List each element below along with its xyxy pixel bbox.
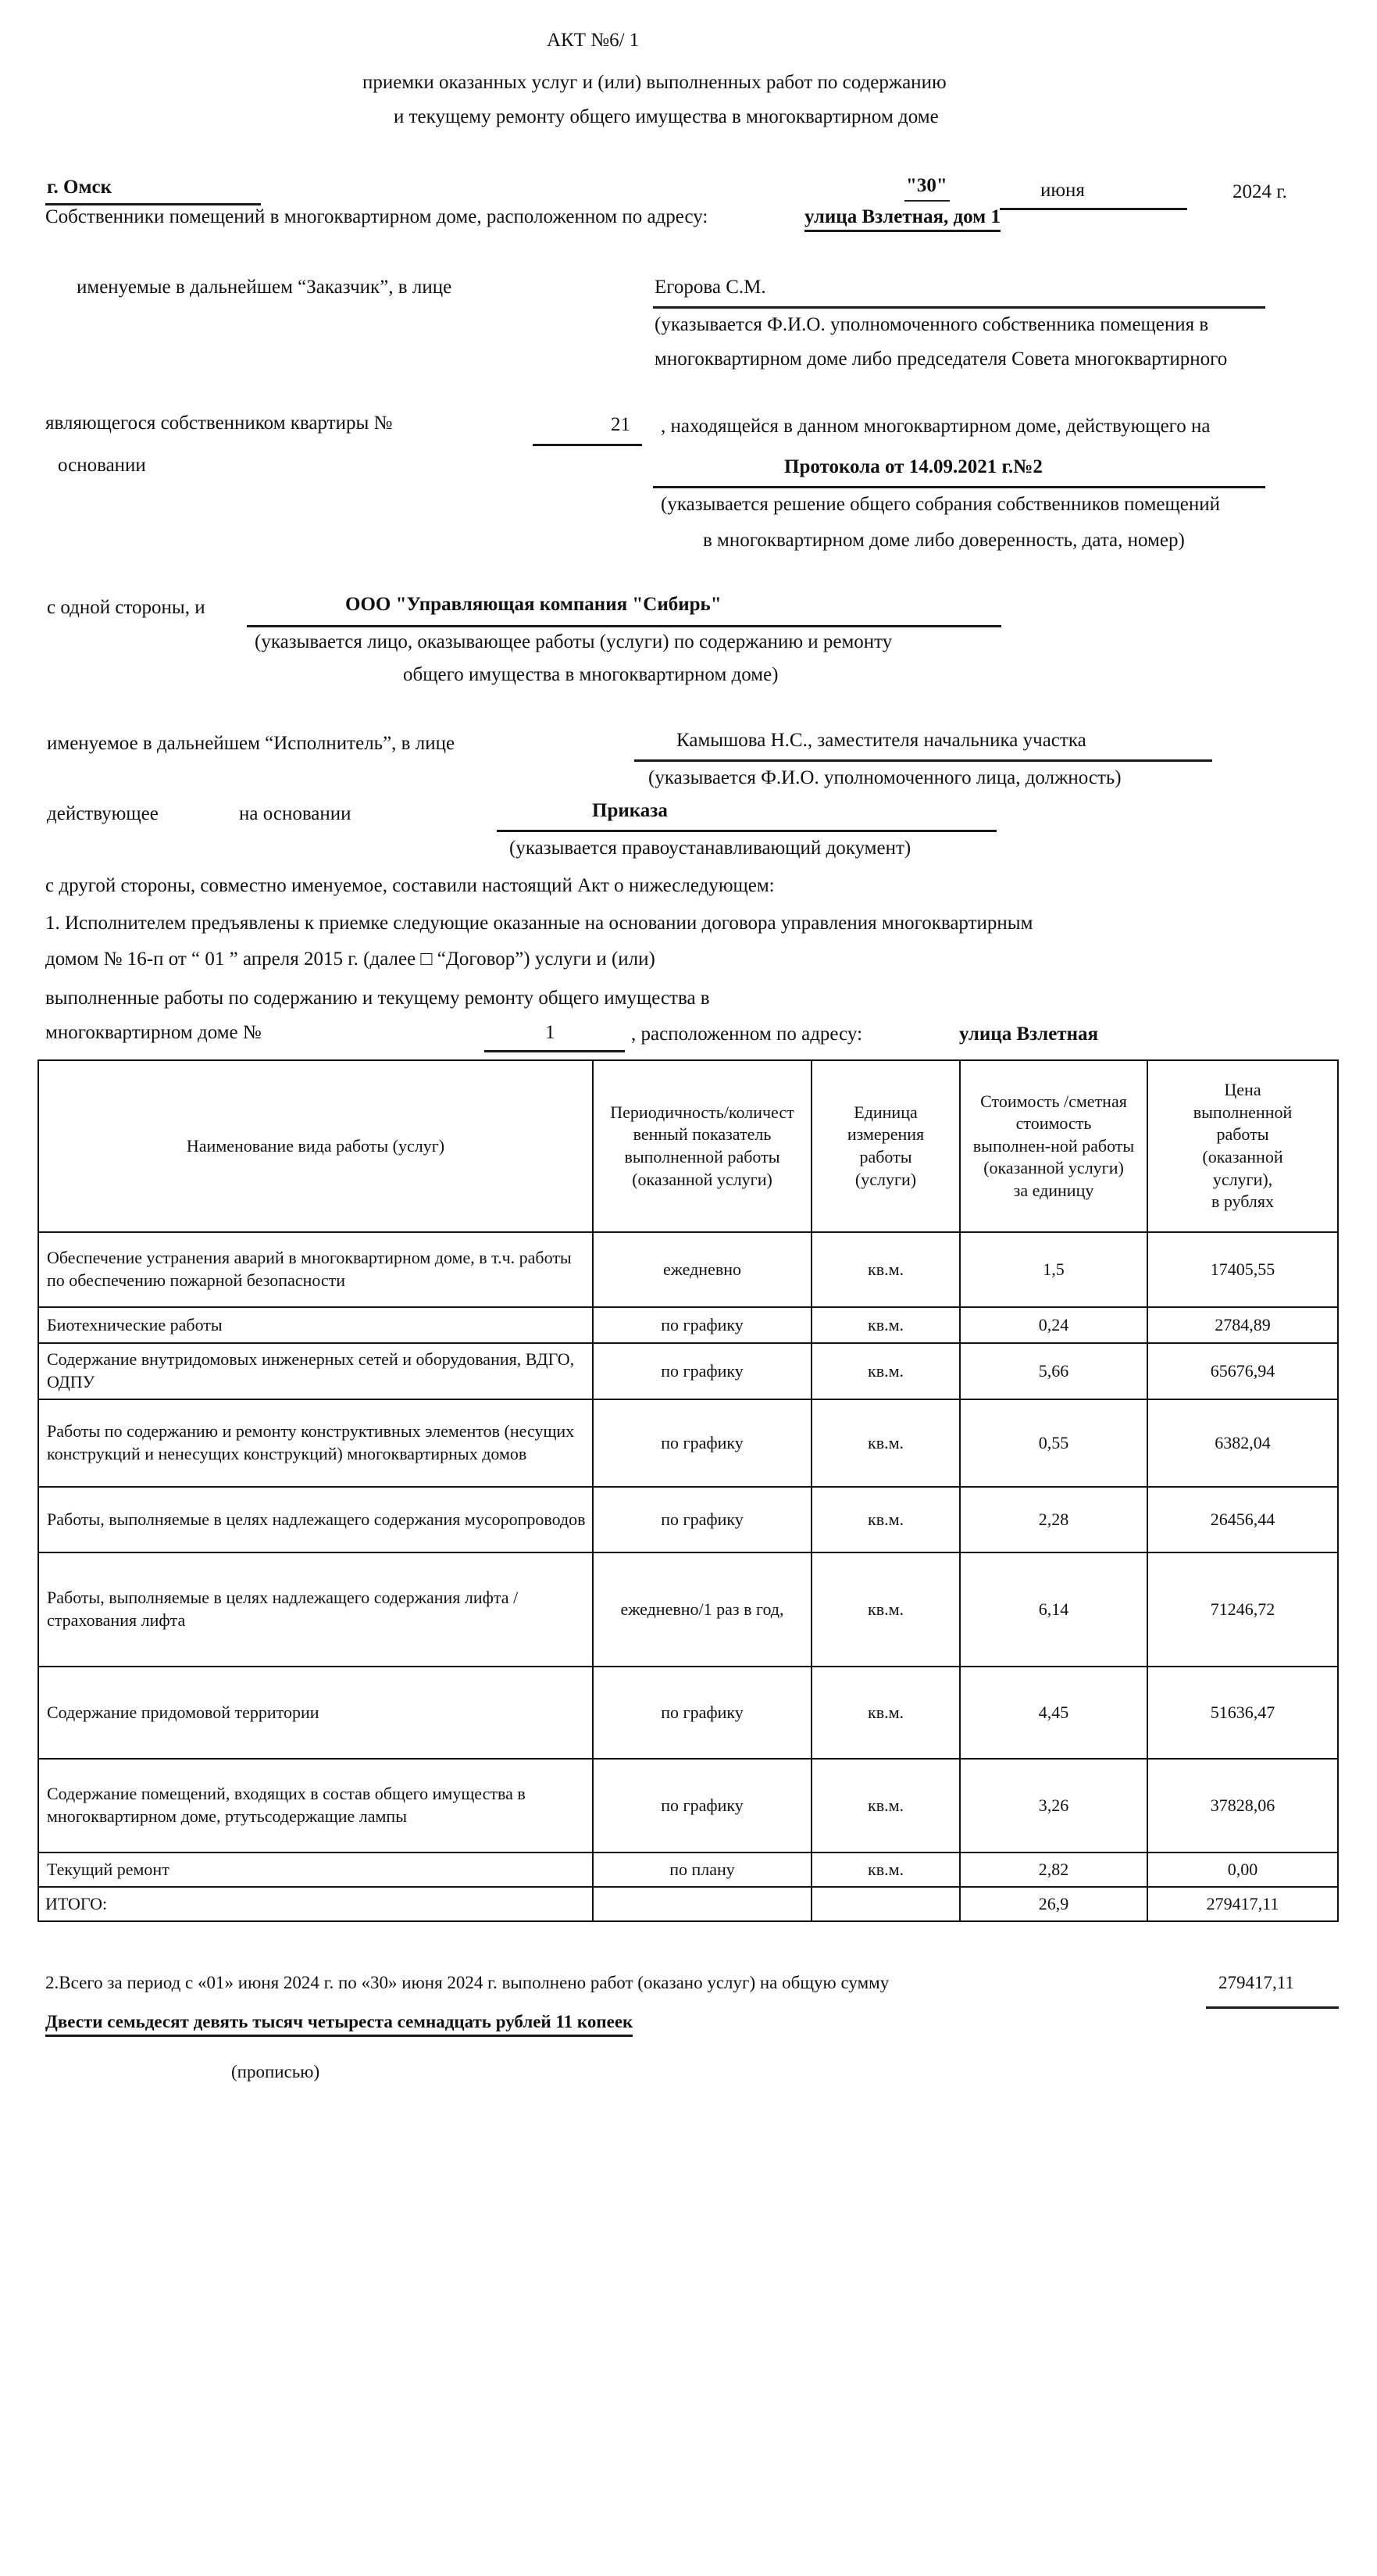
column-header-unit-l3: работы <box>859 1147 912 1167</box>
house-number-rule <box>484 1050 625 1052</box>
clause1-line-4-tail: , расположенном по адресу: <box>631 1024 863 1045</box>
table-row <box>38 1667 1338 1759</box>
row-period: по плану <box>593 1853 812 1887</box>
owners-address: улица Взлетная, дом 1 <box>804 205 1001 232</box>
row-cost: 2,28 <box>960 1487 1147 1552</box>
row-name: Содержание помещений, входящих в состав общего имущества в многоквартирном доме, ртутьсодержащие лампы <box>38 1759 593 1853</box>
row-cost: 1,5 <box>960 1232 1147 1307</box>
act-subtitle-line-1: приемки оказанных услуг и (или) выполненных работ по содержанию <box>362 72 947 93</box>
column-header-period-l3: выполненной работы <box>624 1147 780 1167</box>
row-unit: кв.м. <box>812 1759 960 1853</box>
table-row <box>38 1232 1338 1307</box>
company-rule <box>247 625 1001 627</box>
total-price: 279417,11 <box>1147 1887 1338 1921</box>
company-hint-line-1: (указывается лицо, оказывающее работы (услуги) по содержанию и ремонту <box>255 631 893 652</box>
total-unit <box>812 1887 960 1921</box>
contractor-label: именуемое в дальнейшем “Исполнитель”, в лице <box>47 733 455 754</box>
row-unit: кв.м. <box>812 1487 960 1552</box>
column-header-period <box>593 1060 812 1232</box>
company-name: ООО "Управляющая компания "Сибирь" <box>345 594 722 615</box>
column-header-cost <box>960 1060 1147 1232</box>
row-name: Работы, выполняемые в целях надлежащего содержания лифта / страхования лифта <box>38 1552 593 1667</box>
row-period: по графику <box>593 1307 812 1343</box>
row-price: 17405,55 <box>1147 1232 1338 1307</box>
row-period: ежедневно <box>593 1232 812 1307</box>
column-header-cost-l5: за единицу <box>1013 1180 1094 1200</box>
clause1-address: улица Взлетная <box>959 1024 1099 1045</box>
date-day-rule <box>904 200 950 202</box>
row-name: Текущий ремонт <box>38 1853 593 1887</box>
row-price: 0,00 <box>1147 1853 1338 1887</box>
row-name: Работы, выполняемые в целях надлежащего содержания мусоропроводов <box>38 1487 593 1552</box>
column-header-period-l1: Периодичность/количест <box>610 1102 794 1122</box>
works-table <box>37 1059 1339 1922</box>
customer-label: именуемые в дальнейшем “Заказчик”, в лице <box>77 277 452 298</box>
row-cost: 3,26 <box>960 1759 1147 1853</box>
column-header-unit <box>812 1060 960 1232</box>
works-table-body <box>38 1232 1338 1921</box>
acting-basis-value: Приказа <box>592 800 668 821</box>
row-cost: 2,82 <box>960 1853 1147 1887</box>
table-row <box>38 1552 1338 1667</box>
column-header-unit-l1: Единица <box>854 1102 918 1122</box>
works-table-header-row <box>38 1060 1338 1232</box>
column-header-period-l2: венный показатель <box>633 1124 772 1145</box>
clause2-text: 2.Всего за период с «01» июня 2024 г. по «30» июня 2024 г. выполнено работ (оказано услуг) на общую сумму <box>45 1973 890 1992</box>
acting-basis-label: на основании <box>239 803 351 824</box>
row-price: 71246,72 <box>1147 1552 1338 1667</box>
row-unit: кв.м. <box>812 1853 960 1887</box>
row-price: 65676,94 <box>1147 1343 1338 1399</box>
row-period: по графику <box>593 1759 812 1853</box>
city-label: г. Омск <box>47 177 112 198</box>
basis-hint-line-2: в многоквартирном доме либо доверенность, дата, номер) <box>703 530 1185 551</box>
row-cost: 0,55 <box>960 1399 1147 1487</box>
column-header-price-l2: выполненной <box>1193 1102 1293 1122</box>
acting-basis-rule <box>497 830 997 832</box>
apartment-rule <box>533 444 642 446</box>
column-header-price-l1: Цена <box>1224 1080 1261 1100</box>
basis-hint-line-1: (указывается решение общего собрания собственников помещений <box>661 494 1220 515</box>
table-row <box>38 1759 1338 1853</box>
apartment-tail: , находящейся в данном многоквартирном доме, действующего на <box>661 416 1211 437</box>
table-row <box>38 1487 1338 1552</box>
act-subtitle-line-2: и текущему ремонту общего имущества в многоквартирном доме <box>394 106 939 127</box>
basis-value: Протокола от 14.09.2021 г.№2 <box>784 456 1043 477</box>
column-header-cost-l4: (оказанной услуги) <box>983 1158 1124 1178</box>
column-header-price <box>1147 1060 1338 1232</box>
date-month-rule <box>1000 208 1187 210</box>
acting-label: действующее <box>47 803 159 824</box>
customer-hint-line-2: многоквартирном доме либо председателя Совета многоквартирного <box>655 348 1228 370</box>
row-name: Содержание внутридомовых инженерных сетей и оборудования, ВДГО, ОДПУ <box>38 1343 593 1399</box>
contractor-hint: (указывается Ф.И.О. уполномоченного лица, должность) <box>648 767 1122 788</box>
row-period: по графику <box>593 1399 812 1487</box>
clause2-amount-words: Двести семьдесят девять тысяч четыреста семнадцать рублей 11 копеек <box>45 2011 633 2037</box>
total-period <box>593 1887 812 1921</box>
row-cost: 5,66 <box>960 1343 1147 1399</box>
clause2-amount-rule <box>1206 2006 1339 2009</box>
row-period: ежедневно/1 раз в год, <box>593 1552 812 1667</box>
column-header-cost-l1: Стоимость /сметная <box>980 1091 1127 1111</box>
row-name: Работы по содержанию и ремонту конструктивных элементов (несущих конструкций и ненесущих конструкций) многоквартирных домов <box>38 1399 593 1487</box>
customer-hint-line-1: (указывается Ф.И.О. уполномоченного собственника помещения в <box>655 314 1209 335</box>
house-number: 1 <box>545 1022 555 1043</box>
basis-rule <box>653 486 1265 488</box>
clause2-amount: 279417,11 <box>1218 1973 1294 1992</box>
contractor-name: Камышова Н.С., заместителя начальника участка <box>676 730 1086 751</box>
row-name: Биотехнические работы <box>38 1307 593 1343</box>
column-header-cost-l2: стоимость <box>1015 1113 1092 1134</box>
row-name: Обеспечение устранения аварий в многоквартирном доме, в т.ч. работы по обеспечению пожарной безопасности <box>38 1232 593 1307</box>
works-table-head <box>38 1060 1338 1232</box>
apartment-number: 21 <box>611 414 630 435</box>
column-header-name <box>38 1060 593 1232</box>
row-unit: кв.м. <box>812 1307 960 1343</box>
company-hint-line-2: общего имущества в многоквартирном доме) <box>403 664 779 685</box>
row-price: 6382,04 <box>1147 1399 1338 1487</box>
row-unit: кв.м. <box>812 1232 960 1307</box>
column-header-unit-l2: измерения <box>847 1124 925 1145</box>
column-header-price-l4: (оказанной <box>1202 1147 1283 1167</box>
row-price: 2784,89 <box>1147 1307 1338 1343</box>
contractor-rule <box>634 759 1212 762</box>
basis-label: основании <box>58 455 146 476</box>
row-price: 51636,47 <box>1147 1667 1338 1759</box>
date-year: 2024 г. <box>1233 181 1287 202</box>
closing-line: с другой стороны, совместно именуемое, составили настоящий Акт о нижеследующем: <box>45 875 775 896</box>
row-period: по графику <box>593 1667 812 1759</box>
act-title: АКТ №6/ 1 <box>547 30 640 51</box>
clause1-line-2: домом № 16-п от “ 01 ” апреля 2015 г. (далее □ “Договор”) услуги и (или) <box>45 949 655 970</box>
table-row <box>38 1399 1338 1487</box>
row-cost: 4,45 <box>960 1667 1147 1759</box>
column-header-cost-l3: выполнен-ной работы <box>972 1135 1135 1156</box>
other-side-label: с одной стороны, и <box>47 597 205 618</box>
column-header-price-l5: услуги), <box>1212 1169 1273 1189</box>
total-cost: 26,9 <box>960 1887 1147 1921</box>
row-unit: кв.м. <box>812 1343 960 1399</box>
owners-intro: Собственники помещений в многоквартирном доме, расположенном по адресу: <box>45 206 708 227</box>
clause1-line-4-label: многоквартирном доме № <box>45 1022 262 1043</box>
in-words-hint: (прописью) <box>231 2062 320 2081</box>
column-header-price-l6: в рублях <box>1211 1192 1275 1212</box>
acting-hint: (указывается правоустанавливающий документ) <box>509 838 911 859</box>
row-price: 37828,06 <box>1147 1759 1338 1853</box>
row-price: 26456,44 <box>1147 1487 1338 1552</box>
row-unit: кв.м. <box>812 1552 960 1667</box>
column-header-period-l4: (оказанной услуги) <box>632 1169 772 1189</box>
row-cost: 0,24 <box>960 1307 1147 1343</box>
customer-rule <box>653 306 1265 309</box>
row-period: по графику <box>593 1487 812 1552</box>
table-total-row <box>38 1887 1338 1921</box>
column-header-price-l3: работы <box>1216 1124 1269 1145</box>
table-row <box>38 1343 1338 1399</box>
row-cost: 6,14 <box>960 1552 1147 1667</box>
row-period: по графику <box>593 1343 812 1399</box>
clause1-line-1: 1. Исполнителем предъявлены к приемке следующие оказанные на основании договора управления многоквартирным <box>45 913 1033 934</box>
row-name: Содержание придомовой территории <box>38 1667 593 1759</box>
column-header-unit-l4: (услуги) <box>854 1169 917 1189</box>
table-row <box>38 1307 1338 1343</box>
row-unit: кв.м. <box>812 1399 960 1487</box>
date-day: "30" <box>906 175 947 196</box>
apartment-label: являющегося собственником квартиры № <box>45 413 393 434</box>
date-month: июня <box>1040 180 1085 201</box>
row-unit: кв.м. <box>812 1667 960 1759</box>
customer-name: Егорова С.М. <box>655 277 766 298</box>
table-row <box>38 1853 1338 1887</box>
column-header-name-l1: Наименование вида работы (услуг) <box>186 1135 445 1156</box>
clause1-line-3: выполненные работы по содержанию и текущему ремонту общего имущества в <box>45 988 710 1009</box>
total-label: ИТОГО: <box>38 1887 593 1921</box>
